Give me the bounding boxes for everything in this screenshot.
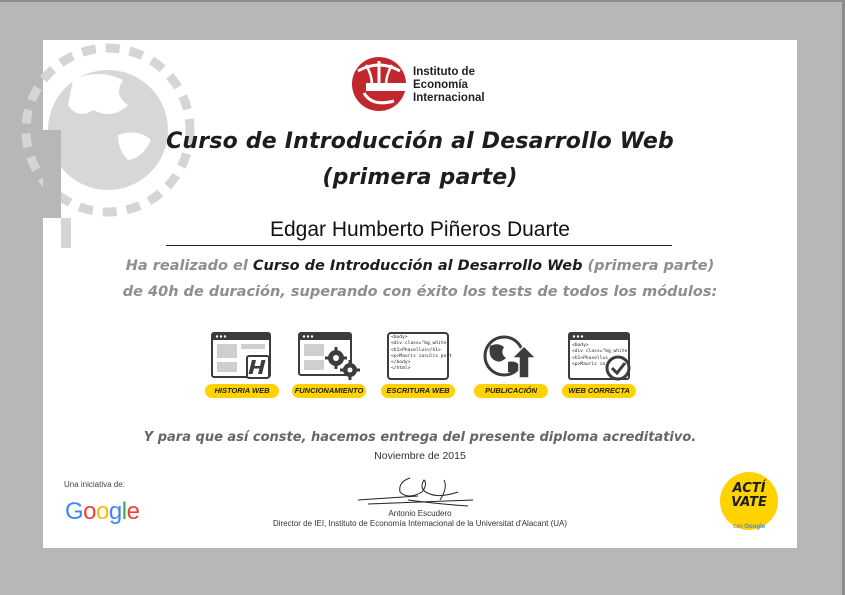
activate-line2: VATE <box>731 495 767 510</box>
module-label: PUBLICACIÓN <box>474 384 548 398</box>
code-line: </html> <box>391 366 411 372</box>
activate-brand: Google <box>744 524 766 530</box>
initiative-label: Una iniciativa de: <box>64 480 125 489</box>
activate-badge <box>720 472 778 530</box>
description-line1 <box>43 258 797 274</box>
activate-line1: ACTÍ <box>732 481 766 496</box>
module-label: WEB CORRECTA <box>562 384 636 398</box>
institute-name-line2: Economía <box>413 79 468 91</box>
institute-name-line1: Instituto de <box>413 66 475 78</box>
certificate-page <box>43 40 797 548</box>
module-label: FUNCIONAMIENTO <box>292 384 366 398</box>
viewer-top-edge <box>0 0 845 2</box>
browser-gears-icon <box>298 332 360 380</box>
institute-name-line3: Internacional <box>413 92 485 104</box>
iei-emblem-icon <box>350 55 408 113</box>
description-line2: de 40h de duración, superando con éxito los tests de todos los módulos: <box>122 284 718 300</box>
google-letter: g <box>108 498 122 525</box>
signature-image <box>348 470 493 510</box>
institute-logo <box>350 55 500 113</box>
activate-by-google <box>733 524 765 530</box>
module-label: ESCRITURA WEB <box>381 384 455 398</box>
description-prefix: Ha realizado el <box>125 258 253 274</box>
signer-role: Director de IEI, Instituto de Economía Internacional de la Universitat d'Alacant (UA) <box>272 519 568 528</box>
code-line: <h1>Phasellus <box>572 355 608 361</box>
code-line: <body> <box>572 343 589 348</box>
code-line: <h1>Phasellus</h1> <box>391 347 441 353</box>
google-letter: e <box>126 498 140 525</box>
code-line: <div class="bg_white <box>572 349 628 355</box>
code-snippet <box>572 343 628 368</box>
google-letter: l <box>121 498 127 525</box>
code-line: <div class="bg_white" <box>391 341 450 347</box>
code-snippet <box>391 335 452 373</box>
code-line: <p>Mauris iaculis port <box>391 353 452 359</box>
closing-statement: Y para que así conste, hacemos entrega del presente diploma acreditativo. <box>143 430 697 445</box>
course-title: Curso de Introducción al Desarrollo Web <box>166 129 674 154</box>
google-letter: G <box>65 498 84 525</box>
description-course-name: Curso de Introducción al Desarrollo Web <box>252 258 583 274</box>
institute-name <box>413 66 485 105</box>
module-label: HISTORIA WEB <box>205 384 279 398</box>
globe-upload-icon <box>480 332 542 380</box>
code-line: <body> <box>391 335 408 340</box>
description-course-suffix: (primera parte) <box>582 258 715 274</box>
google-letter: o <box>96 498 109 525</box>
google-letter: o <box>83 498 97 525</box>
activate-by-label: con <box>733 524 743 530</box>
recipient-underline <box>166 245 672 246</box>
code-line: </body> <box>391 360 411 366</box>
recipient-name: Edgar Humberto Piñeros Duarte <box>270 218 570 241</box>
code-line: <p>Mauris ia <box>572 361 606 367</box>
signer-name: Antonio Escudero <box>388 509 452 518</box>
letter-h-glyph <box>247 356 269 378</box>
google-logo <box>65 498 139 526</box>
issue-date: Noviembre de 2015 <box>374 450 466 462</box>
course-title-subtitle: (primera parte) <box>322 165 518 190</box>
